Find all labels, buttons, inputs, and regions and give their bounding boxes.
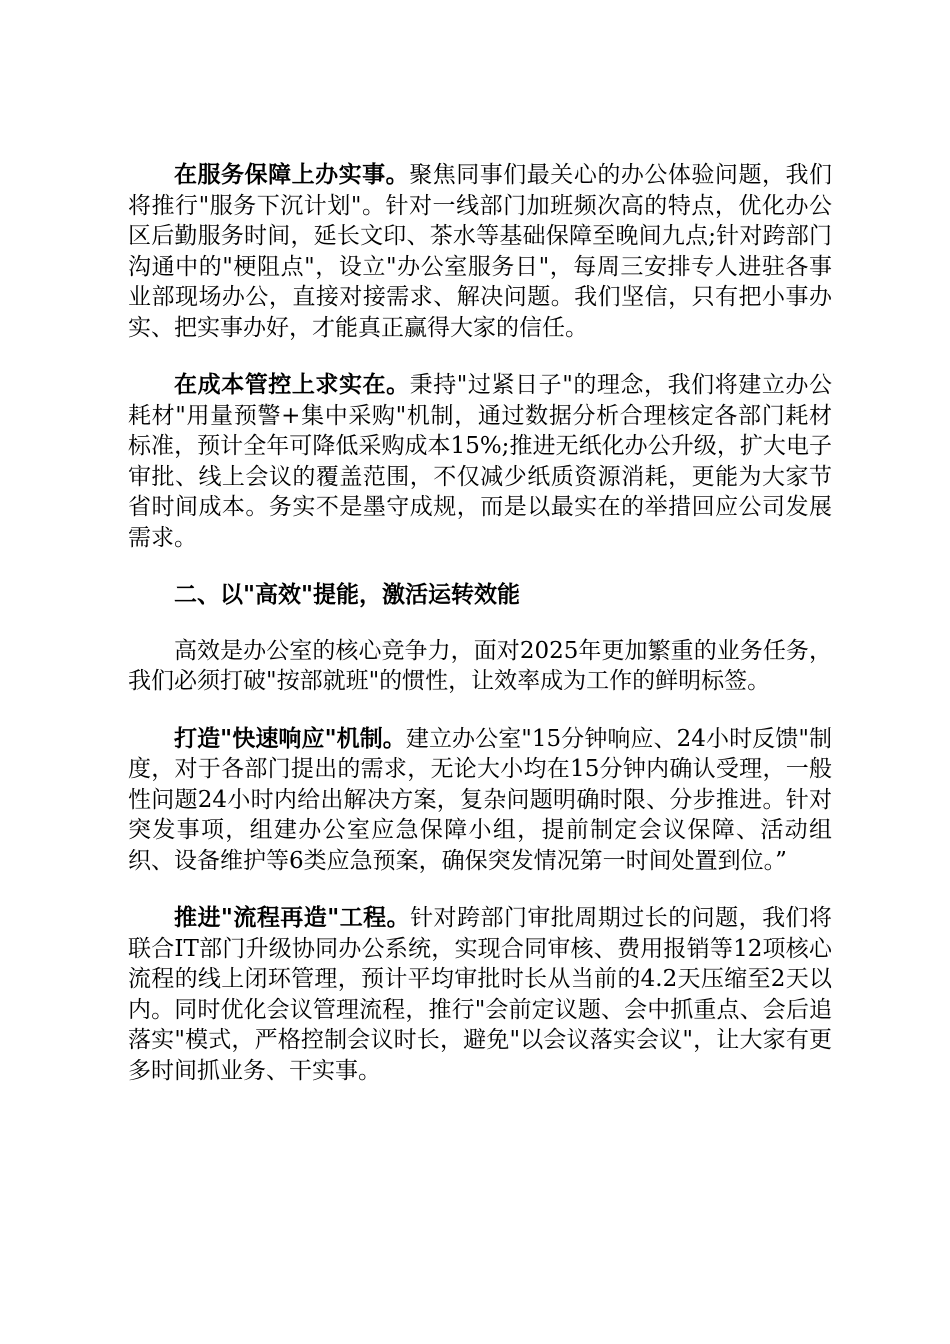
paragraph-service-support [128, 160, 832, 343]
paragraph-quick-response [128, 724, 832, 877]
section-heading: 二、以"高效"提能，激活运转效能 [174, 581, 520, 608]
paragraph-text: 高效是办公室的核心竞争力，面对2025年更加繁重的业务任务，我们必须打破"按部就班"的惯性，让效率成为工作的鲜明标签。 [128, 637, 832, 694]
paragraph-text: 针对跨部门审批周期过长的问题，我们将联合IT部门升级协同办公系统，实现合同审核、费用报销等12项核心流程的线上闭环管理，预计平均审批时长从当前的4.2天压缩至2天以内。同时优化会议管理流程，推行"会前定议题、会中抓重点、会后追落实"模式，严格控制会议时长，避免"以会议落实会议"，让大家有更多时间抓业务、干实事。 [128, 905, 833, 1084]
paragraph-lead: 推进"流程再造"工程。 [174, 904, 411, 931]
paragraph-lead: 在成本管控上求实在。 [174, 371, 410, 398]
paragraph-process-reengineering [128, 903, 832, 1086]
paragraph-cost-control [128, 370, 832, 553]
paragraph-text: 秉持"过紧日子"的理念，我们将建立办公耗材"用量预警+集中采购"机制，通过数据分析合理核定各部门耗材标准，预计全年可降低采购成本15%;推进无纸化办公升级，扩大电子审批、线上会议的覆盖范围，不仅减少纸质资源消耗，更能为大家节省时间成本。务实不是墨守成规，而是以最实在的举措回应公司发展需求。 [128, 372, 832, 551]
paragraph-lead: 打造"快速响应"机制。 [174, 724, 406, 752]
paragraph-text: 建立办公室"15分钟响应、24小时反馈"制度，对于各部门提出的需求，无论大小均在15分钟内确认受理，一般性问题24小时内给出解决方案，复杂问题明确时限、分步推进。针对突发事项，组建办公室应急保障小组，提前制定会议保障、活动组织、设备维护等6类应急预案，确保突发情况第一时间处置到位。” [128, 725, 832, 874]
document-body [128, 160, 832, 1113]
paragraph-efficiency-intro [128, 636, 832, 697]
paragraph-lead: 在服务保障上办实事。 [174, 161, 410, 188]
paragraph-text: 聚焦同事们最关心的办公体验问题，我们将推行"服务下沉计划"。针对一线部门加班频次高的特点，优化办公区后勤服务时间，延长文印、茶水等基础保障至晚间九点;针对跨部门沟通中的"梗阻点"，设立"办公室服务日"，每周三安排专人进驻各事业部现场办公，直接对接需求、解决问题。我们坚信，只有把小事办实、把实事办好，才能真正赢得大家的信任。 [128, 162, 833, 341]
